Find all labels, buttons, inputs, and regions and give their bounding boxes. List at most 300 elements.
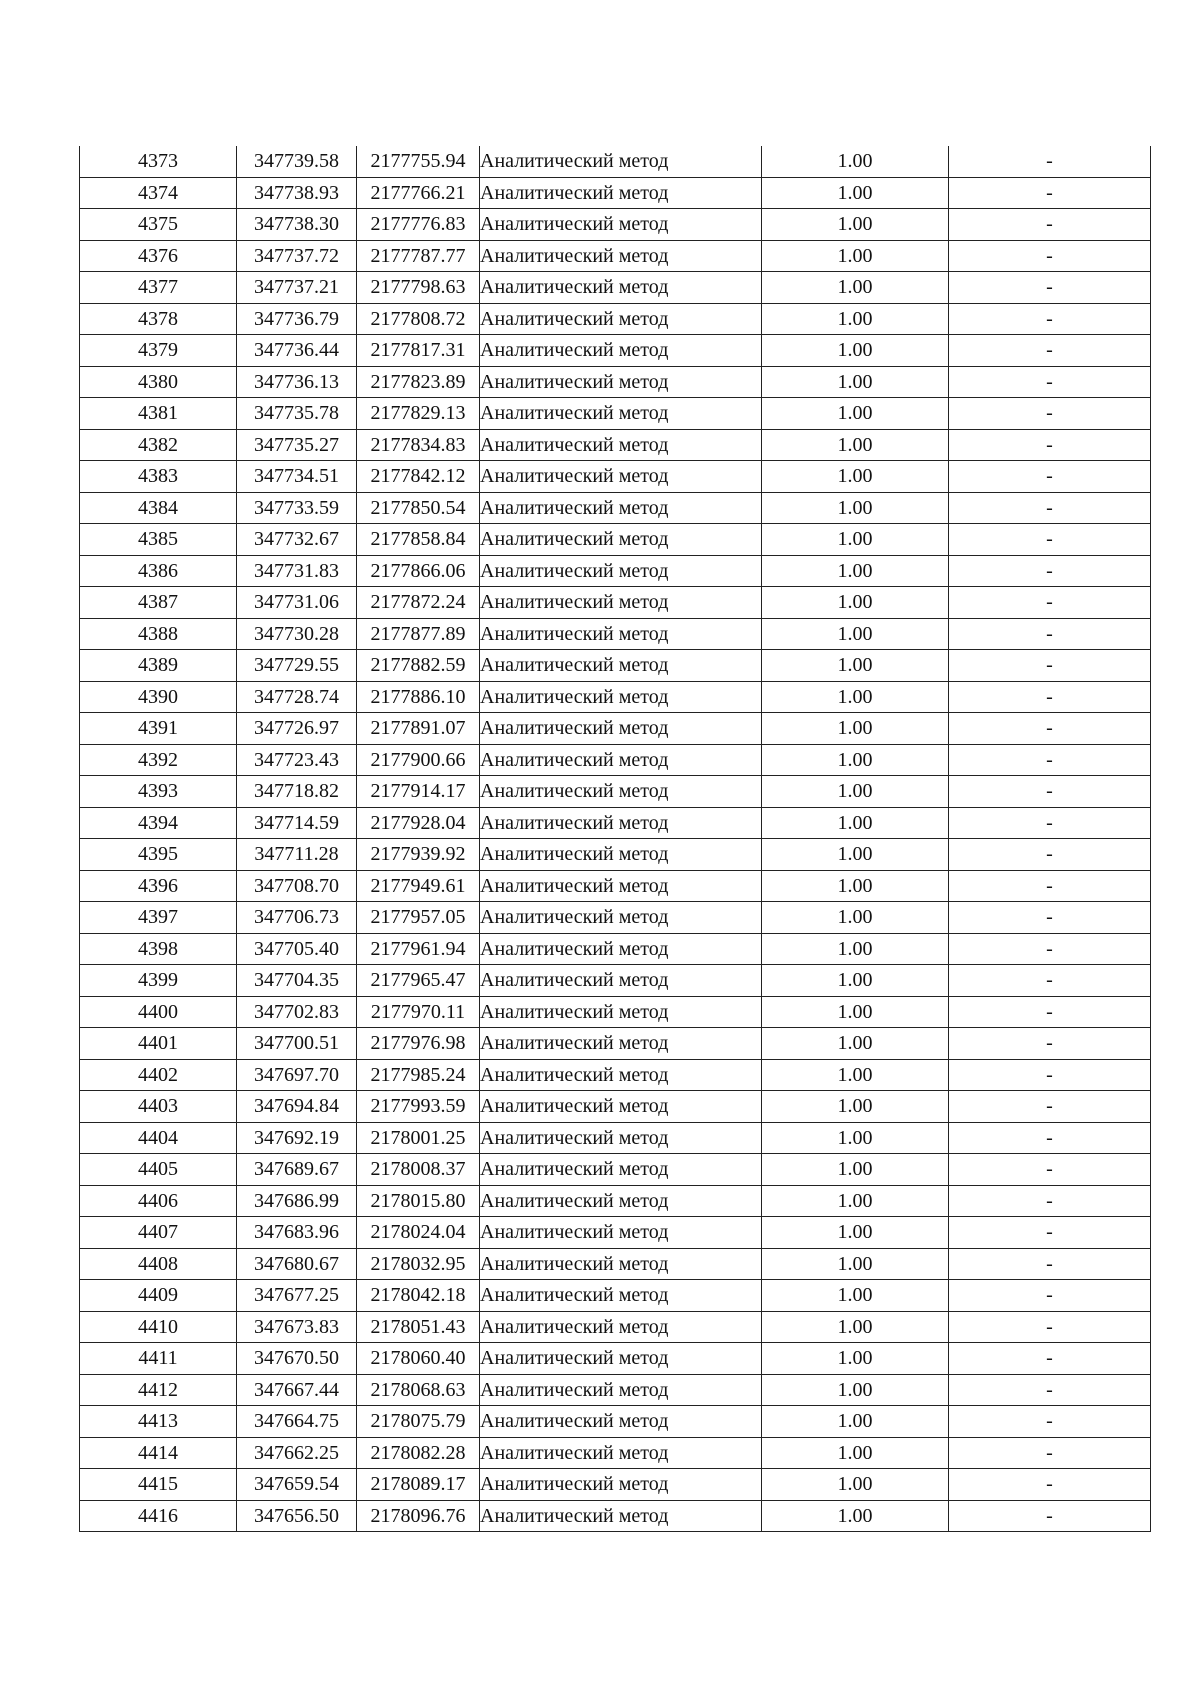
y-coordinate-cell: 2177891.07 (357, 713, 480, 745)
dash-cell: - (949, 1154, 1151, 1186)
y-coordinate-cell: 2177858.84 (357, 524, 480, 556)
dash-cell: - (949, 1311, 1151, 1343)
table-row (80, 555, 1151, 587)
method-cell: Аналитический метод (480, 303, 762, 335)
method-cell: Аналитический метод (480, 272, 762, 304)
method-cell: Аналитический метод (480, 1217, 762, 1249)
table-row (80, 1437, 1151, 1469)
x-coordinate-cell: 347694.84 (237, 1091, 357, 1123)
accuracy-cell: 1.00 (762, 1185, 949, 1217)
y-coordinate-cell: 2178060.40 (357, 1343, 480, 1375)
x-coordinate-cell: 347656.50 (237, 1500, 357, 1532)
x-coordinate-cell: 347700.51 (237, 1028, 357, 1060)
y-coordinate-cell: 2178042.18 (357, 1280, 480, 1312)
method-cell: Аналитический метод (480, 713, 762, 745)
y-coordinate-cell: 2177829.13 (357, 398, 480, 430)
point-number-cell: 4384 (80, 492, 237, 524)
dash-cell: - (949, 744, 1151, 776)
table-row (80, 587, 1151, 619)
x-coordinate-cell: 347737.72 (237, 240, 357, 272)
dash-cell: - (949, 1217, 1151, 1249)
x-coordinate-cell: 347673.83 (237, 1311, 357, 1343)
x-coordinate-cell: 347705.40 (237, 933, 357, 965)
y-coordinate-cell: 2178075.79 (357, 1406, 480, 1438)
method-cell: Аналитический метод (480, 902, 762, 934)
point-number-cell: 4391 (80, 713, 237, 745)
x-coordinate-cell: 347704.35 (237, 965, 357, 997)
dash-cell: - (949, 177, 1151, 209)
y-coordinate-cell: 2177798.63 (357, 272, 480, 304)
x-coordinate-cell: 347708.70 (237, 870, 357, 902)
method-cell: Аналитический метод (480, 1437, 762, 1469)
point-number-cell: 4376 (80, 240, 237, 272)
accuracy-cell: 1.00 (762, 965, 949, 997)
point-number-cell: 4396 (80, 870, 237, 902)
dash-cell: - (949, 713, 1151, 745)
accuracy-cell: 1.00 (762, 1343, 949, 1375)
method-cell: Аналитический метод (480, 681, 762, 713)
accuracy-cell: 1.00 (762, 1217, 949, 1249)
point-number-cell: 4406 (80, 1185, 237, 1217)
dash-cell: - (949, 870, 1151, 902)
accuracy-cell: 1.00 (762, 335, 949, 367)
x-coordinate-cell: 347738.93 (237, 177, 357, 209)
table-row (80, 335, 1151, 367)
accuracy-cell: 1.00 (762, 681, 949, 713)
x-coordinate-cell: 347706.73 (237, 902, 357, 934)
x-coordinate-cell: 347697.70 (237, 1059, 357, 1091)
x-coordinate-cell: 347667.44 (237, 1374, 357, 1406)
dash-cell: - (949, 240, 1151, 272)
coordinates-table (79, 146, 1151, 1532)
dash-cell: - (949, 1500, 1151, 1532)
accuracy-cell: 1.00 (762, 272, 949, 304)
y-coordinate-cell: 2177900.66 (357, 744, 480, 776)
accuracy-cell: 1.00 (762, 492, 949, 524)
x-coordinate-cell: 347735.78 (237, 398, 357, 430)
point-number-cell: 4373 (80, 146, 237, 177)
x-coordinate-cell: 347729.55 (237, 650, 357, 682)
table-row (80, 366, 1151, 398)
accuracy-cell: 1.00 (762, 618, 949, 650)
dash-cell: - (949, 398, 1151, 430)
method-cell: Аналитический метод (480, 618, 762, 650)
table-row (80, 461, 1151, 493)
point-number-cell: 4415 (80, 1469, 237, 1501)
table-row (80, 177, 1151, 209)
y-coordinate-cell: 2177886.10 (357, 681, 480, 713)
dash-cell: - (949, 524, 1151, 556)
table-row (80, 1185, 1151, 1217)
method-cell: Аналитический метод (480, 240, 762, 272)
table-row (80, 776, 1151, 808)
method-cell: Аналитический метод (480, 177, 762, 209)
method-cell: Аналитический метод (480, 429, 762, 461)
method-cell: Аналитический метод (480, 366, 762, 398)
method-cell: Аналитический метод (480, 1091, 762, 1123)
x-coordinate-cell: 347683.96 (237, 1217, 357, 1249)
y-coordinate-cell: 2177850.54 (357, 492, 480, 524)
point-number-cell: 4392 (80, 744, 237, 776)
table-row (80, 240, 1151, 272)
x-coordinate-cell: 347728.74 (237, 681, 357, 713)
accuracy-cell: 1.00 (762, 366, 949, 398)
y-coordinate-cell: 2177817.31 (357, 335, 480, 367)
accuracy-cell: 1.00 (762, 1122, 949, 1154)
y-coordinate-cell: 2177914.17 (357, 776, 480, 808)
point-number-cell: 4410 (80, 1311, 237, 1343)
dash-cell: - (949, 272, 1151, 304)
accuracy-cell: 1.00 (762, 1311, 949, 1343)
x-coordinate-cell: 347659.54 (237, 1469, 357, 1501)
method-cell: Аналитический метод (480, 1406, 762, 1438)
accuracy-cell: 1.00 (762, 555, 949, 587)
x-coordinate-cell: 347731.06 (237, 587, 357, 619)
dash-cell: - (949, 366, 1151, 398)
table-row (80, 429, 1151, 461)
dash-cell: - (949, 776, 1151, 808)
dash-cell: - (949, 618, 1151, 650)
table-row (80, 650, 1151, 682)
point-number-cell: 4404 (80, 1122, 237, 1154)
table-row (80, 933, 1151, 965)
x-coordinate-cell: 347718.82 (237, 776, 357, 808)
y-coordinate-cell: 2177965.47 (357, 965, 480, 997)
point-number-cell: 4380 (80, 366, 237, 398)
dash-cell: - (949, 1469, 1151, 1501)
point-number-cell: 4379 (80, 335, 237, 367)
x-coordinate-cell: 347711.28 (237, 839, 357, 871)
dash-cell: - (949, 1028, 1151, 1060)
x-coordinate-cell: 347731.83 (237, 555, 357, 587)
dash-cell: - (949, 1343, 1151, 1375)
dash-cell: - (949, 209, 1151, 241)
y-coordinate-cell: 2178082.28 (357, 1437, 480, 1469)
accuracy-cell: 1.00 (762, 744, 949, 776)
table-row (80, 272, 1151, 304)
x-coordinate-cell: 347726.97 (237, 713, 357, 745)
method-cell: Аналитический метод (480, 1154, 762, 1186)
accuracy-cell: 1.00 (762, 240, 949, 272)
x-coordinate-cell: 347723.43 (237, 744, 357, 776)
accuracy-cell: 1.00 (762, 839, 949, 871)
dash-cell: - (949, 1091, 1151, 1123)
y-coordinate-cell: 2177787.77 (357, 240, 480, 272)
point-number-cell: 4377 (80, 272, 237, 304)
dash-cell: - (949, 1122, 1151, 1154)
accuracy-cell: 1.00 (762, 1028, 949, 1060)
accuracy-cell: 1.00 (762, 996, 949, 1028)
y-coordinate-cell: 2178001.25 (357, 1122, 480, 1154)
point-number-cell: 4412 (80, 1374, 237, 1406)
method-cell: Аналитический метод (480, 839, 762, 871)
table-row (80, 1500, 1151, 1532)
coordinates-table-body (80, 146, 1151, 1532)
accuracy-cell: 1.00 (762, 902, 949, 934)
table-row (80, 1217, 1151, 1249)
table-row (80, 1374, 1151, 1406)
table-row (80, 902, 1151, 934)
method-cell: Аналитический метод (480, 965, 762, 997)
method-cell: Аналитический метод (480, 1343, 762, 1375)
method-cell: Аналитический метод (480, 1122, 762, 1154)
table-row (80, 965, 1151, 997)
accuracy-cell: 1.00 (762, 807, 949, 839)
accuracy-cell: 1.00 (762, 1280, 949, 1312)
dash-cell: - (949, 492, 1151, 524)
x-coordinate-cell: 347714.59 (237, 807, 357, 839)
table-row (80, 1154, 1151, 1186)
method-cell: Аналитический метод (480, 461, 762, 493)
y-coordinate-cell: 2177949.61 (357, 870, 480, 902)
dash-cell: - (949, 1437, 1151, 1469)
accuracy-cell: 1.00 (762, 1059, 949, 1091)
table-row (80, 146, 1151, 177)
point-number-cell: 4411 (80, 1343, 237, 1375)
point-number-cell: 4386 (80, 555, 237, 587)
y-coordinate-cell: 2177755.94 (357, 146, 480, 177)
accuracy-cell: 1.00 (762, 524, 949, 556)
table-row (80, 303, 1151, 335)
method-cell: Аналитический метод (480, 650, 762, 682)
y-coordinate-cell: 2177823.89 (357, 366, 480, 398)
x-coordinate-cell: 347662.25 (237, 1437, 357, 1469)
y-coordinate-cell: 2178089.17 (357, 1469, 480, 1501)
dash-cell: - (949, 335, 1151, 367)
y-coordinate-cell: 2178015.80 (357, 1185, 480, 1217)
accuracy-cell: 1.00 (762, 1154, 949, 1186)
point-number-cell: 4395 (80, 839, 237, 871)
y-coordinate-cell: 2177808.72 (357, 303, 480, 335)
y-coordinate-cell: 2177970.11 (357, 996, 480, 1028)
accuracy-cell: 1.00 (762, 713, 949, 745)
x-coordinate-cell: 347680.67 (237, 1248, 357, 1280)
method-cell: Аналитический метод (480, 587, 762, 619)
dash-cell: - (949, 681, 1151, 713)
y-coordinate-cell: 2177776.83 (357, 209, 480, 241)
point-number-cell: 4402 (80, 1059, 237, 1091)
y-coordinate-cell: 2178008.37 (357, 1154, 480, 1186)
y-coordinate-cell: 2178068.63 (357, 1374, 480, 1406)
point-number-cell: 4399 (80, 965, 237, 997)
dash-cell: - (949, 1059, 1151, 1091)
point-number-cell: 4378 (80, 303, 237, 335)
point-number-cell: 4393 (80, 776, 237, 808)
point-number-cell: 4394 (80, 807, 237, 839)
dash-cell: - (949, 146, 1151, 177)
point-number-cell: 4390 (80, 681, 237, 713)
table-row (80, 839, 1151, 871)
method-cell: Аналитический метод (480, 933, 762, 965)
accuracy-cell: 1.00 (762, 398, 949, 430)
dash-cell: - (949, 965, 1151, 997)
point-number-cell: 4401 (80, 1028, 237, 1060)
method-cell: Аналитический метод (480, 524, 762, 556)
dash-cell: - (949, 1406, 1151, 1438)
method-cell: Аналитический метод (480, 209, 762, 241)
x-coordinate-cell: 347732.67 (237, 524, 357, 556)
table-row (80, 1280, 1151, 1312)
y-coordinate-cell: 2177834.83 (357, 429, 480, 461)
x-coordinate-cell: 347736.79 (237, 303, 357, 335)
accuracy-cell: 1.00 (762, 587, 949, 619)
x-coordinate-cell: 347733.59 (237, 492, 357, 524)
accuracy-cell: 1.00 (762, 177, 949, 209)
dash-cell: - (949, 807, 1151, 839)
method-cell: Аналитический метод (480, 1311, 762, 1343)
method-cell: Аналитический метод (480, 492, 762, 524)
table-row (80, 807, 1151, 839)
method-cell: Аналитический метод (480, 776, 762, 808)
method-cell: Аналитический метод (480, 1028, 762, 1060)
table-row (80, 1091, 1151, 1123)
method-cell: Аналитический метод (480, 807, 762, 839)
accuracy-cell: 1.00 (762, 209, 949, 241)
x-coordinate-cell: 347677.25 (237, 1280, 357, 1312)
x-coordinate-cell: 347686.99 (237, 1185, 357, 1217)
method-cell: Аналитический метод (480, 335, 762, 367)
y-coordinate-cell: 2177842.12 (357, 461, 480, 493)
method-cell: Аналитический метод (480, 996, 762, 1028)
y-coordinate-cell: 2178096.76 (357, 1500, 480, 1532)
method-cell: Аналитический метод (480, 146, 762, 177)
table-row (80, 1343, 1151, 1375)
x-coordinate-cell: 347734.51 (237, 461, 357, 493)
method-cell: Аналитический метод (480, 1500, 762, 1532)
point-number-cell: 4407 (80, 1217, 237, 1249)
table-row (80, 713, 1151, 745)
y-coordinate-cell: 2177928.04 (357, 807, 480, 839)
table-row (80, 492, 1151, 524)
x-coordinate-cell: 347737.21 (237, 272, 357, 304)
table-row (80, 1122, 1151, 1154)
dash-cell: - (949, 996, 1151, 1028)
point-number-cell: 4389 (80, 650, 237, 682)
accuracy-cell: 1.00 (762, 1469, 949, 1501)
table-row (80, 524, 1151, 556)
x-coordinate-cell: 347739.58 (237, 146, 357, 177)
y-coordinate-cell: 2177961.94 (357, 933, 480, 965)
table-row (80, 681, 1151, 713)
dash-cell: - (949, 902, 1151, 934)
point-number-cell: 4387 (80, 587, 237, 619)
dash-cell: - (949, 429, 1151, 461)
point-number-cell: 4405 (80, 1154, 237, 1186)
dash-cell: - (949, 461, 1151, 493)
y-coordinate-cell: 2177957.05 (357, 902, 480, 934)
accuracy-cell: 1.00 (762, 870, 949, 902)
method-cell: Аналитический метод (480, 1059, 762, 1091)
x-coordinate-cell: 347736.44 (237, 335, 357, 367)
accuracy-cell: 1.00 (762, 933, 949, 965)
dash-cell: - (949, 839, 1151, 871)
method-cell: Аналитический метод (480, 555, 762, 587)
table-row (80, 1469, 1151, 1501)
dash-cell: - (949, 1374, 1151, 1406)
x-coordinate-cell: 347738.30 (237, 209, 357, 241)
accuracy-cell: 1.00 (762, 461, 949, 493)
point-number-cell: 4381 (80, 398, 237, 430)
point-number-cell: 4400 (80, 996, 237, 1028)
method-cell: Аналитический метод (480, 1280, 762, 1312)
dash-cell: - (949, 555, 1151, 587)
x-coordinate-cell: 347664.75 (237, 1406, 357, 1438)
y-coordinate-cell: 2177866.06 (357, 555, 480, 587)
x-coordinate-cell: 347736.13 (237, 366, 357, 398)
y-coordinate-cell: 2177939.92 (357, 839, 480, 871)
table-row (80, 618, 1151, 650)
table-row (80, 744, 1151, 776)
table-row (80, 870, 1151, 902)
y-coordinate-cell: 2177993.59 (357, 1091, 480, 1123)
dash-cell: - (949, 1185, 1151, 1217)
y-coordinate-cell: 2177882.59 (357, 650, 480, 682)
accuracy-cell: 1.00 (762, 303, 949, 335)
x-coordinate-cell: 347692.19 (237, 1122, 357, 1154)
table-row (80, 1248, 1151, 1280)
table-row (80, 209, 1151, 241)
point-number-cell: 4397 (80, 902, 237, 934)
dash-cell: - (949, 1280, 1151, 1312)
y-coordinate-cell: 2177872.24 (357, 587, 480, 619)
accuracy-cell: 1.00 (762, 146, 949, 177)
method-cell: Аналитический метод (480, 1185, 762, 1217)
accuracy-cell: 1.00 (762, 1248, 949, 1280)
y-coordinate-cell: 2178032.95 (357, 1248, 480, 1280)
accuracy-cell: 1.00 (762, 1406, 949, 1438)
y-coordinate-cell: 2178051.43 (357, 1311, 480, 1343)
table-row (80, 1406, 1151, 1438)
dash-cell: - (949, 650, 1151, 682)
y-coordinate-cell: 2177985.24 (357, 1059, 480, 1091)
point-number-cell: 4385 (80, 524, 237, 556)
x-coordinate-cell: 347670.50 (237, 1343, 357, 1375)
method-cell: Аналитический метод (480, 870, 762, 902)
y-coordinate-cell: 2177766.21 (357, 177, 480, 209)
y-coordinate-cell: 2178024.04 (357, 1217, 480, 1249)
point-number-cell: 4413 (80, 1406, 237, 1438)
method-cell: Аналитический метод (480, 398, 762, 430)
dash-cell: - (949, 587, 1151, 619)
method-cell: Аналитический метод (480, 1248, 762, 1280)
table-row (80, 1059, 1151, 1091)
method-cell: Аналитический метод (480, 744, 762, 776)
point-number-cell: 4414 (80, 1437, 237, 1469)
dash-cell: - (949, 1248, 1151, 1280)
y-coordinate-cell: 2177877.89 (357, 618, 480, 650)
table-row (80, 1028, 1151, 1060)
point-number-cell: 4403 (80, 1091, 237, 1123)
accuracy-cell: 1.00 (762, 1500, 949, 1532)
x-coordinate-cell: 347702.83 (237, 996, 357, 1028)
accuracy-cell: 1.00 (762, 429, 949, 461)
point-number-cell: 4388 (80, 618, 237, 650)
accuracy-cell: 1.00 (762, 1091, 949, 1123)
x-coordinate-cell: 347735.27 (237, 429, 357, 461)
point-number-cell: 4398 (80, 933, 237, 965)
table-row (80, 1311, 1151, 1343)
point-number-cell: 4382 (80, 429, 237, 461)
table-row (80, 996, 1151, 1028)
method-cell: Аналитический метод (480, 1374, 762, 1406)
accuracy-cell: 1.00 (762, 776, 949, 808)
point-number-cell: 4374 (80, 177, 237, 209)
accuracy-cell: 1.00 (762, 650, 949, 682)
dash-cell: - (949, 303, 1151, 335)
point-number-cell: 4375 (80, 209, 237, 241)
point-number-cell: 4408 (80, 1248, 237, 1280)
accuracy-cell: 1.00 (762, 1437, 949, 1469)
